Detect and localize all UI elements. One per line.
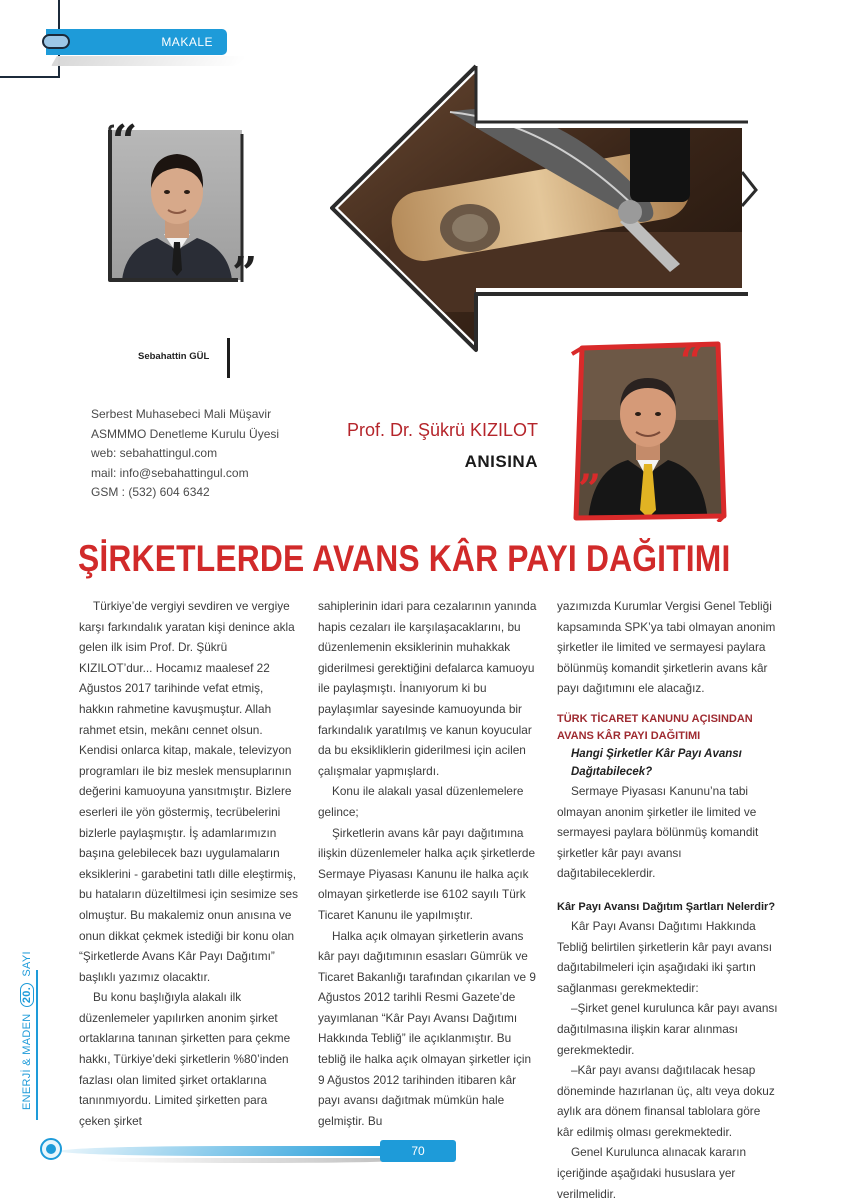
page-number: 70: [380, 1140, 456, 1162]
corner-line-horizontal: [0, 76, 60, 78]
footer-swoosh-shadow: [100, 1158, 400, 1163]
author-title: Serbest Muhasebeci Mali Müşavir: [91, 407, 272, 421]
paragraph: Kâr Payı Avansı Dağıtımı Hakkında Tebliğ belirtilen şirketlerin kâr payı avansı dağıtabilmeleri için aşağıdaki iki şartın sağlanması gerekmektedir:: [557, 918, 773, 995]
author-name: Sebahattin GÜL: [138, 351, 210, 362]
paragraph: Sermaye Piyasası Kanunu’na tabi olmayan anonim şirketler ile limited ve sermayesi paylara bölünmüş komandit şirketler kâr payı avansı dağıtabileceklerdir.: [557, 783, 759, 881]
issue-number: 20.: [20, 983, 34, 1007]
paragraph: Halka açık olmayan şirketlerin avans kâr payı dağıtımının esasları Gümrük ve Ticaret Bakanlığı tarafından çıkarılan ve 9 Ağustos 2012 tarihli Resmi Gazete’de yayımlanan “Kâr Payı Avansı Dağıtımı Hakkında Tebliğ” ile açıklanmıştır. Bu tebliğ ile halka açık olmayan şirketler için 9 Ağustos 2012 tarihinden itibaren kâr payı avansı dağıtmak mümkün hale gelmiştir. Bu: [318, 928, 536, 1128]
paragraph: Şirketlerin avans kâr payı dağıtımına ilişkin düzenlemeler halka açık şirketlerde Sermaye Piyasası Kanunu ile halka açık olmayan şirketlerde ise 6102 sayılı Türk Ticaret Kanunu ile yapılmıştır.: [318, 825, 536, 922]
paragraph: yazımızda Kurumlar Vergisi Genel Tebliği kapsamında SPK’ya tabi olmayan anonim şirketler ile limited ve sermayesi paylara bölünmüş komandit şirketlerin avans kâr payı dağıtımını ele alacağız.: [557, 599, 776, 696]
article-title: ŞİRKETLERDE AVANS KÂR PAYI DAĞITIMI: [78, 538, 731, 579]
quote-close-icon: ”: [232, 248, 258, 299]
section-question: Hangi Şirketler Kâr Payı Avansı Dağıtabilecek?: [571, 747, 742, 778]
footer-dot-icon: [46, 1144, 56, 1154]
article-column-2: [318, 596, 540, 1131]
author-info: [91, 405, 279, 503]
quote-open-red-icon: “: [680, 338, 704, 385]
section-label: MAKALE: [46, 29, 227, 55]
footer-swoosh: [56, 1146, 394, 1156]
section-heading: TÜRK TİCARET KANUNU AÇISINDAN AVANS KÂR PAYI DAĞITIMI: [557, 712, 753, 742]
header-swoosh: [51, 56, 247, 66]
paragraph: Bu konu başlığıyla alakalı ilk düzenlemeler yapılırken anonim şirket ortaklarına tanınan şirketten para çekme hakkı, Türkiye’deki şirketlerin %80’inden fazlası olan limited şirket ortaklarına tanınmıyordu. Limited şirketten para çeken şirket: [79, 990, 291, 1128]
conditions-heading: Kâr Payı Avansı Dağıtım Şartları Nelerdir?: [557, 900, 776, 913]
memorial-subtitle: ANISINA: [464, 452, 538, 471]
magazine-name: ENERJİ & MADEN: [21, 1013, 33, 1110]
paragraph: –Şirket genel kurulunca kâr payı avansı dağıtılmasına ilişkin karar alınması gerekmektedir.: [557, 1001, 778, 1057]
author-web[interactable]: web: sebahattingul.com: [91, 446, 218, 460]
issue-label: SAYI: [21, 951, 33, 977]
paragraph: Türkiye’de vergiyi sevdiren ve vergiye karşı farkındalık yaratan kişi denince akla gelen ilk isim Prof. Dr. Şükrü KIZILOT’dur... Hocamız maalesef 22 Ağustos 2017 tarihinde vefat etmiş, hakkın rahmetine kavuşmuştur. Allah rahmet etsin, mekânı cennet olsun. Kendisi onlarca kitap, makale, televizyon programları ile biz meslek mensuplarının değerini kamuoyuna yansıtmıştır. Bizlere eserleri ile yön göstermiş, tecrübelerini bizlerle paylaşmıştır. İş adamlarımızın başına gelebilecek bazı uygulamaların eksiklerini - garabetini tatlı dille eleştirmiş, bu hataların düzeltilmesi için sesimize ses olmuştur. Bu makalemiz onun anısına ve onun dikkat çekmek istediği bir konu olan “Şirketlerde Avans Kâr Payı Dağıtımı” başlıklı yazımız olacaktır.: [79, 599, 298, 984]
paragraph: Genel Kurulunca alınacak kararın içeriğinde aşağıdaki hususlara yer verilmelidir.: [557, 1145, 747, 1201]
author-name-bar: [227, 338, 230, 378]
tab-oval-icon: [42, 34, 70, 49]
article-column-3: [557, 596, 779, 1204]
paragraph: Konu ile alakalı yasal düzenlemelere gelince;: [318, 784, 524, 819]
side-line: [36, 970, 38, 1120]
paragraph: –Kâr payı avansı dağıtılacak hesap döneminde hazırlanan üç, altı veya dokuz aylık ara dönem finansal tablolara göre kâr edilmiş olması gerekmektedir.: [557, 1063, 775, 1139]
quill-arrow-image: [330, 52, 760, 364]
side-issue-label: [20, 951, 34, 1110]
author-mail[interactable]: mail: info@sebahattingul.com: [91, 465, 249, 480]
author-org: ASMMMO Denetleme Kurulu Üyesi: [91, 426, 280, 441]
quote-open-icon: “: [112, 116, 138, 167]
memorial-name: Prof. Dr. Şükrü KIZILOT: [346, 420, 538, 440]
quote-close-red-icon: ”: [578, 466, 602, 513]
paragraph: sahiplerinin idari para cezalarının yanında hapis cezaları ile karşılaşacaklarını, bu düzenlemenin eksiklerinin muhakkak giderilmesi gerektiğini defalarca kamuoyu ile paylaşmıştı. İnanıyorum ki bu paylaşımlar sayesinde kamuoyunda bir farkındalık yaratılmış ve kanun koyucular da bu eksikliklerin giderilmesi için acilen çalışmalar yapmışlardı.: [318, 599, 537, 778]
article-column-1: [79, 596, 301, 1131]
author-phone: GSM : (532) 604 6342: [91, 485, 210, 499]
